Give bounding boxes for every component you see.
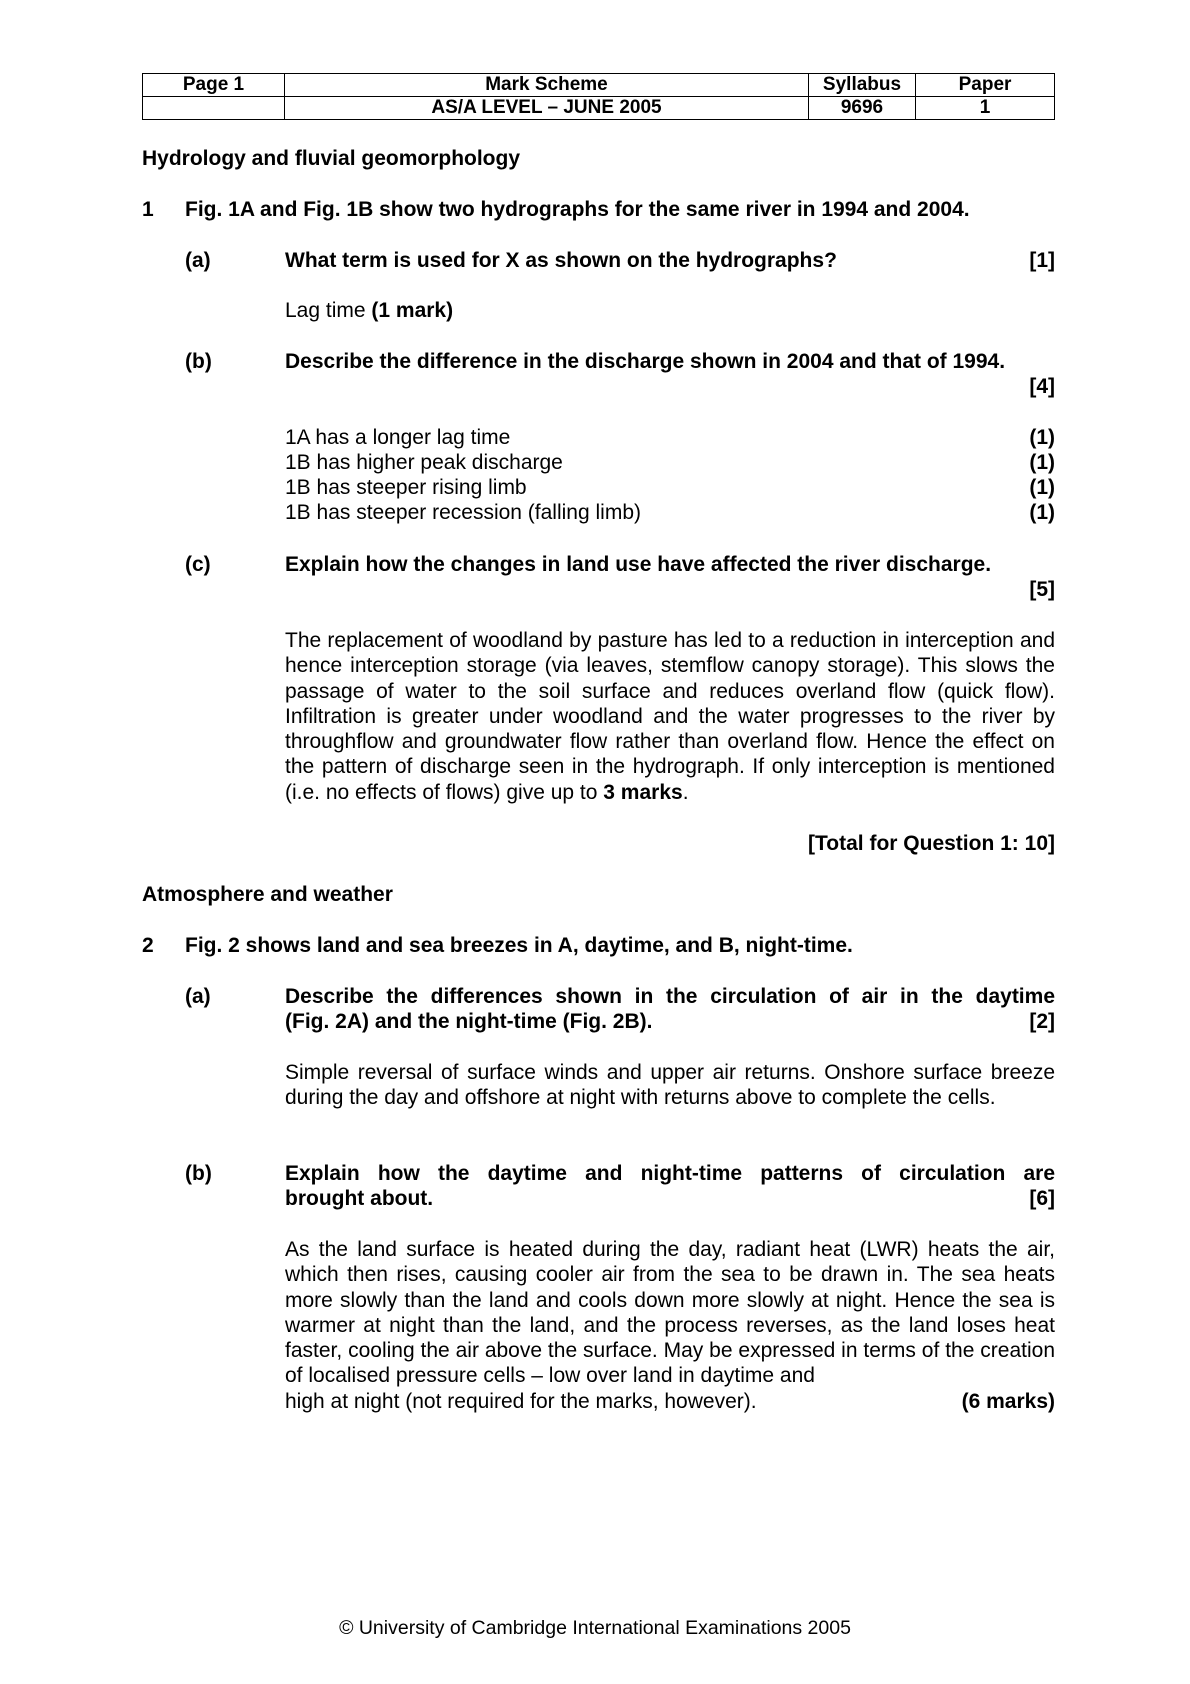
header-title-cell: Mark Scheme xyxy=(285,74,809,97)
footer-copyright: © University of Cambridge International Examinations 2005 xyxy=(339,1617,851,1639)
part-1b-label: (b) xyxy=(185,350,212,373)
mark-point-row xyxy=(285,475,1055,500)
part-1b-marks: [4] xyxy=(1029,375,1055,398)
header-syllabus-code-cell: 9696 xyxy=(809,97,916,120)
part-1c-answer-bold: 3 marks xyxy=(603,780,683,804)
part-2b-answer: As the land surface is heated during the day, radiant heat (LWR) heats the air, which then rises, causing cooler air from the sea to be drawn in. The sea heats more slowly than the land and cools down more slowly at night. Hence the sea is warmer at night than the land, and the process reverses, as the land loses heat faster, cooling the air above the surface. May be expressed in terms of the creation of localised pressure cells – low over land in daytime and xyxy=(285,1238,1055,1388)
question-number-1: 1 xyxy=(142,198,154,221)
question-number-2: 2 xyxy=(142,934,154,957)
mark-point-value: (1) xyxy=(1029,476,1055,499)
part-1a-question: What term is used for X as shown on the hydrographs? xyxy=(285,249,837,272)
mark-point-text: 1A has a longer lag time xyxy=(285,426,511,449)
part-1c-answer-end: . xyxy=(682,780,689,804)
part-1c-answer xyxy=(285,628,1055,805)
question-1-total: [Total for Question 1: 10] xyxy=(808,832,1055,855)
part-2b-answer-mark: (6 marks) xyxy=(961,1390,1055,1413)
mark-point-value: (1) xyxy=(1029,501,1055,524)
header-paper-cell: Paper xyxy=(916,74,1055,97)
part-1a-answer-text: Lag time xyxy=(285,299,366,322)
header-paper-number-cell: 1 xyxy=(916,97,1055,120)
mark-point-text: 1B has higher peak discharge xyxy=(285,451,563,474)
part-1a-marks: [1] xyxy=(1029,249,1055,272)
part-2a-answer: Simple reversal of surface winds and upper air returns. Onshore surface breeze during the day and offshore at night with returns above to complete the cells. xyxy=(285,1061,1055,1110)
header-empty-cell xyxy=(143,97,285,120)
section-heading-hydrology: Hydrology and fluvial geomorphology xyxy=(142,147,521,170)
mark-point-value: (1) xyxy=(1029,451,1055,474)
part-2b-label: (b) xyxy=(185,1162,212,1185)
part-1b-question: Describe the difference in the discharge shown in 2004 and that of 1994. xyxy=(285,350,1006,373)
part-1c-marks: [5] xyxy=(1029,578,1055,601)
section-heading-atmosphere: Atmosphere and weather xyxy=(142,883,393,906)
part-2a-label: (a) xyxy=(185,985,211,1008)
mark-point-value: (1) xyxy=(1029,426,1055,449)
part-2a-question-line1: Describe the differences shown in the circulation of air in the daytime xyxy=(285,985,1055,1008)
part-1a-answer xyxy=(285,298,453,323)
part-1a-answer-mark: (1 mark) xyxy=(371,299,454,322)
part-1c-label: (c) xyxy=(185,553,211,576)
part-1a-label: (a) xyxy=(185,249,211,272)
part-2a-marks: [2] xyxy=(1029,1010,1055,1033)
mark-point-text: 1B has steeper rising limb xyxy=(285,476,527,499)
part-2b-question-line1: Explain how the daytime and night-time patterns of circulation are xyxy=(285,1162,1055,1185)
part-2b-answer-last: high at night (not required for the marks, however). xyxy=(285,1390,757,1413)
mark-point-row xyxy=(285,425,1055,450)
part-2b-question-line2: brought about. xyxy=(285,1187,434,1210)
mark-point-text: 1B has steeper recession (falling limb) xyxy=(285,501,641,524)
mark-point-row xyxy=(285,450,1055,475)
part-2b-marks: [6] xyxy=(1029,1187,1055,1210)
part-2b-answer-last-line xyxy=(285,1389,1055,1414)
header-table xyxy=(142,73,1055,120)
part-1c-answer-main: The replacement of woodland by pasture has led to a reduction in interception and hence interception storage (via leaves, stemflow canopy storage). This slows the passage of water to the soil surface and reduces overland flow (quick flow). Infiltration is greater under woodland and the water progresses to the river by throughflow and groundwater flow rather than overland flow. Hence the effect on the pattern of discharge seen in the hydrograph. If only interception is mentioned (i.e. no effects of flows) give up to xyxy=(285,629,1055,804)
header-level-cell: AS/A LEVEL – JUNE 2005 xyxy=(285,97,809,120)
part-1c-question: Explain how the changes in land use have affected the river discharge. xyxy=(285,553,992,576)
mark-point-row xyxy=(285,500,1055,525)
header-page-cell: Page 1 xyxy=(143,74,285,97)
part-2a-question-line2: (Fig. 2A) and the night-time (Fig. 2B). xyxy=(285,1010,653,1033)
question-1-text: Fig. 1A and Fig. 1B show two hydrographs for the same river in 1994 and 2004. xyxy=(185,198,970,221)
question-2-text: Fig. 2 shows land and sea breezes in A, daytime, and B, night-time. xyxy=(185,934,853,957)
header-syllabus-cell: Syllabus xyxy=(809,74,916,97)
